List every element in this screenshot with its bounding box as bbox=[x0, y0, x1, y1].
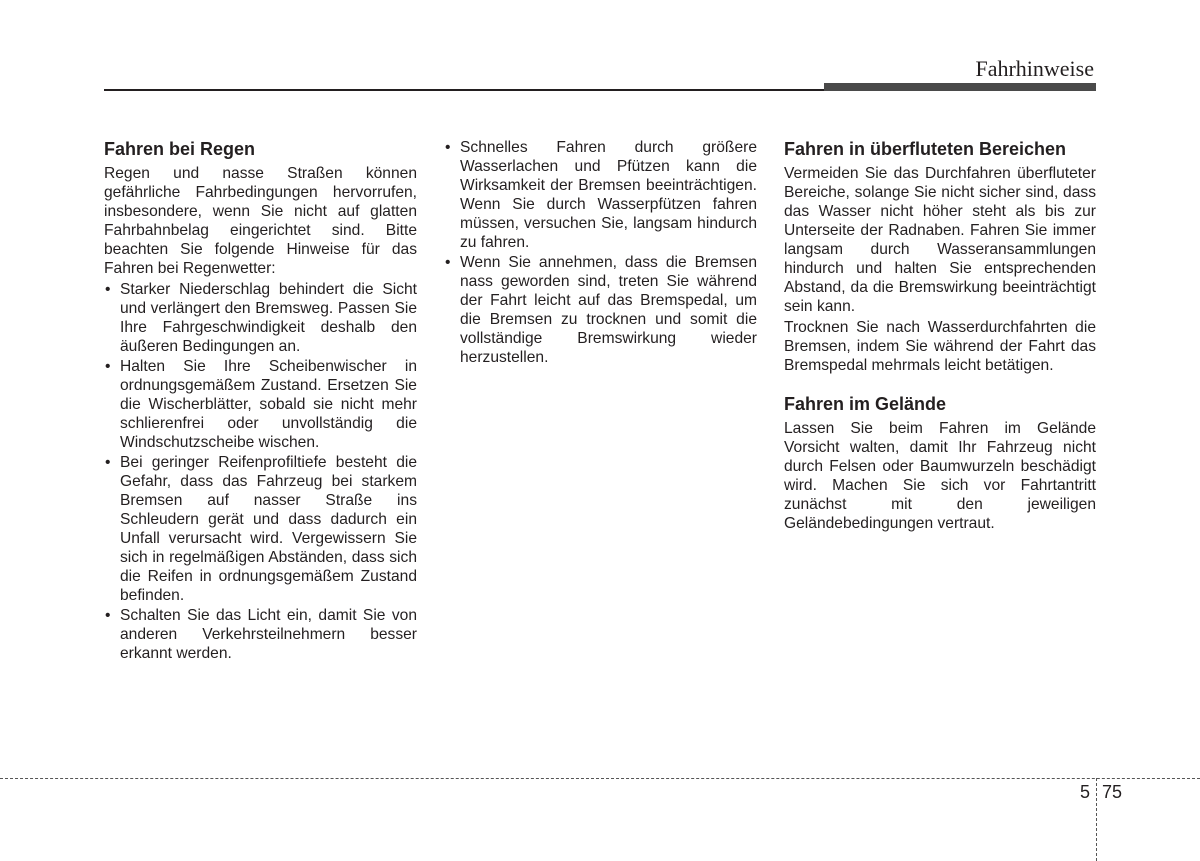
footer-divider bbox=[1096, 778, 1097, 861]
section-heading-rain: Fahren bei Regen bbox=[104, 139, 256, 159]
header-rule-accent bbox=[824, 83, 1096, 91]
chapter-number: 5 bbox=[1080, 782, 1091, 802]
paragraph-flooded: Vermeiden Sie das Durchfahren überfluteter Bereiche, solange Sie nicht sicher sind, dass das Wasser nicht höher steht als bis zur Unterseite der Radnaben. Fahren Sie immer langsam durch Wasseransammlungen hindurch und halten Sie entsprechenden Abstand, da die Bremswirkung beeinträchtigt sein kann. bbox=[784, 165, 1096, 315]
list-item: • Schalten Sie das Licht ein, damit Sie von anderen Verkehrsteilnehmern besser erkannt werden. bbox=[104, 606, 417, 663]
section-heading-offroad: Fahren im Gelände bbox=[784, 394, 947, 414]
header-rule bbox=[104, 89, 824, 91]
list-item: • Wenn Sie annehmen, dass die Bremsen nass geworden sind, treten Sie während der Fahrt leicht auf das Bremspedal, um die Bremsen zu trocknen und somit die vollständige Bremswirkung wieder herzustellen. bbox=[444, 253, 757, 367]
list-item: • Schnelles Fahren durch größere Wasserlachen und Pfützen kann die Wirksamkeit der Bremsen beeinträchtigen. Wenn Sie durch Wasserpfützen fahren müssen, versuchen Sie, langsam hindurch zu fahren. bbox=[444, 138, 757, 252]
paragraph-dry-brakes: Trocknen Sie nach Wasserdurchfahrten die Bremsen, indem Sie während der Fahrt das Bremspedal mehrmals leicht betätigen. bbox=[784, 319, 1096, 374]
column-left bbox=[104, 138, 417, 664]
page-header-title: Fahrhinweise bbox=[975, 56, 1094, 81]
footer-rule bbox=[0, 778, 1200, 779]
list-item: • Starker Niederschlag behindert die Sicht und verlängert den Bremsweg. Passen Sie Ihre Fahrgeschwindigkeit deshalb den äußeren Bedingungen an. bbox=[104, 280, 417, 356]
section-heading-flooded: Fahren in überfluteten Bereichen bbox=[784, 139, 1067, 159]
section-spacer bbox=[784, 377, 1096, 393]
list-item: • Halten Sie Ihre Scheibenwischer in ordnungsgemäßem Zustand. Ersetzen Sie die Wischerblätter, sobald sie nicht mehr schlierenfrei oder unvollständig die Windschutzscheibe wischen. bbox=[104, 357, 417, 452]
column-right bbox=[784, 138, 1096, 535]
page-number: 75 bbox=[1102, 782, 1123, 802]
paragraph-rain-intro: Regen und nasse Straßen können gefährliche Fahrbedingungen hervorrufen, insbesondere, wenn Sie nicht auf glatten Fahrbahnbelag eingerichtet sind. Bitte beachten Sie folgende Hinweise für das Fahren bei Regenwetter: bbox=[104, 165, 417, 277]
list-item: • Bei geringer Reifenprofiltiefe besteht die Gefahr, dass das Fahrzeug bei starkem Bremsen auf nasser Straße ins Schleudern gerät und dass dadurch ein Unfall verursacht wird. Vergewissern Sie sich in regelmäßigen Abständen, dass sich die Reifen in ordnungsgemäßem Zustand befinden. bbox=[104, 453, 417, 605]
bullet-list-rain-continued bbox=[444, 138, 757, 367]
paragraph-offroad: Lassen Sie beim Fahren im Gelände Vorsicht walten, damit Ihr Fahrzeug nicht durch Felsen oder Baumwurzeln beschädigt wird. Machen Sie sich vor Fahrtantritt zunächst mit den jeweiligen Geländebedingungen vertraut. bbox=[784, 420, 1096, 532]
bullet-list-rain bbox=[104, 280, 417, 663]
column-middle bbox=[444, 138, 757, 368]
